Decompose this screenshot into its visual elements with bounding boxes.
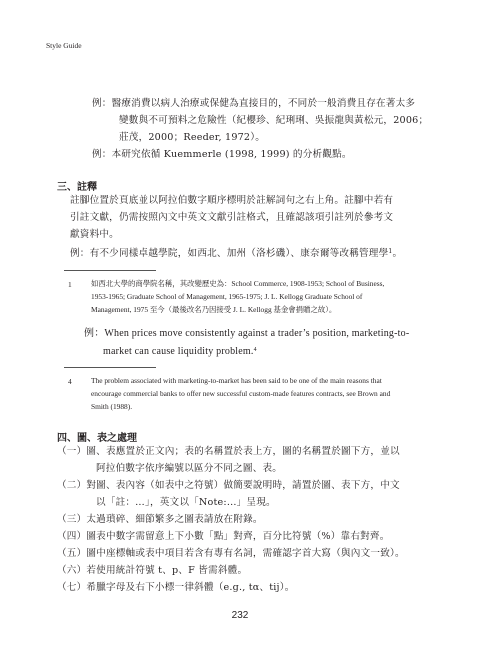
example-line: 例：本研究依循 Kuemmerle (1998, 1999) 的分析觀點。 <box>92 149 352 160</box>
english-example-text: market can cause liquidity problem. <box>103 346 254 357</box>
example-line: 變數與不可預料之危險性（紀櫻珍、紀琍琍、吳振龍與黃松元，2006； <box>119 115 429 126</box>
section-heading: 三、註釋 <box>57 182 97 193</box>
footnote-line: Smith (1988). <box>91 402 133 411</box>
footnote-line: 1953-1965; Graduate School of Management, 1965-1975; J. L. Kellogg Graduate School of <box>91 292 363 301</box>
list-item: （五）圖中座標軸或表中項目若含有專有名詞，需確認字首大寫（與內文一致）。 <box>57 548 405 559</box>
footnote-rule <box>64 270 156 271</box>
list-item-continuation: 阿拉伯數字依序編號以區分不同之圖、表。 <box>96 463 283 474</box>
list-item: （六）若使用統計符號 t、p、F 皆需斜體。 <box>57 565 248 576</box>
paragraph-line: 引註文獻，仍需按照內文中英文文獻引註格式，且確認該項引註列於參考文 <box>70 212 394 223</box>
footnote-line: Management, 1975 至今（最後改名乃因接受 J. L. Kellogg 基金會捐贈之故）。 <box>91 305 337 314</box>
footnote-line: 如西北大學的商學院名稱，其改變歷史為：School Commerce, 1908-1953; School of Business, <box>91 279 385 288</box>
list-item: （三）太過瑣碎、細節繁多之圖表請放在附錄。 <box>57 514 263 525</box>
section-heading: 四、圖、表之處理 <box>57 433 137 444</box>
footnote-rule <box>64 367 156 368</box>
running-head: Style Guide <box>46 41 82 50</box>
list-item-continuation: 以「註：…」，英文以「Note:...」呈現。 <box>96 497 276 508</box>
list-item: （四）圖表中數字需留意上下小數「點」對齊，百分比符號（%）靠右對齊。 <box>57 531 390 542</box>
footnote-marker: 4 <box>253 347 257 353</box>
footnote-line: The problem associated with marketing-to-market has been said to be one of the main reasons that <box>91 376 382 385</box>
english-example-line: 例：When prices move consistently against a trader’s position, marketing-to- <box>84 328 410 339</box>
example-line: 莊茂，2000；Reeder, 1972）。 <box>119 132 266 143</box>
footnote-line: encourage commercial banks to offer new successful custom-made features contracts, see Brown and <box>91 389 391 398</box>
paragraph-line: 註腳位置於頁底並以阿拉伯數字順序標明於註解詞句之右上角。註腳中若有 <box>70 195 394 206</box>
footnote-marker: 1 <box>388 248 393 255</box>
footnote-number: 4 <box>68 377 72 386</box>
page-number: 232 <box>231 610 249 621</box>
example-line: 例：醫療消費以病人治療或保健為直接目的，不同於一般消費且存在著太多 <box>92 98 416 109</box>
footnote-number: 1 <box>68 280 72 289</box>
list-item: （一）圖、表應置於正文內；表的名稱置於表上方，圖的名稱置於圖下方，並以 <box>57 446 400 457</box>
paragraph-line: 獻資料中。 <box>70 229 119 240</box>
example-text: 例：有不少同樣卓越學院，如西北、加州（洛杉磯）、康奈爾等改稱管理學 <box>70 248 389 259</box>
list-item: （七）希臘字母及右下小標一律斜體（e.g., tα、tij）。 <box>57 582 295 593</box>
list-item: （二）對圖、表內容（如表中之符號）做簡要說明時，請置於圖、表下方，中文 <box>57 480 400 491</box>
example-line <box>70 246 402 260</box>
example-text-end: 。 <box>392 248 403 259</box>
english-example-line <box>103 344 257 358</box>
